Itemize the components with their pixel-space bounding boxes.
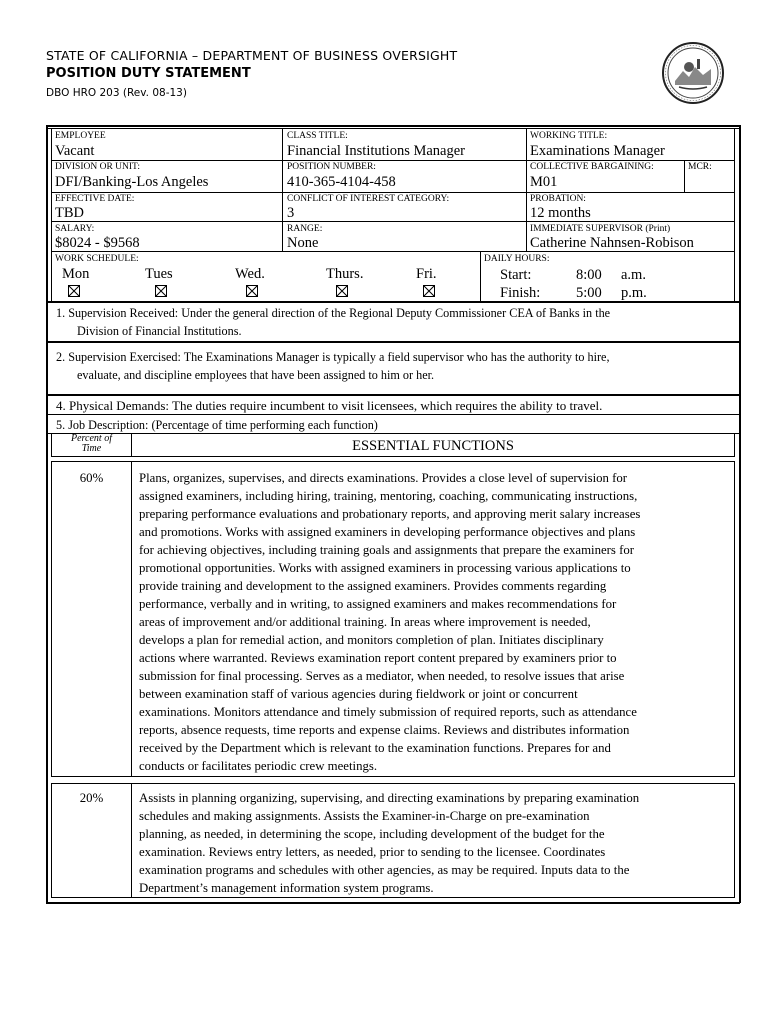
employee-value: Vacant bbox=[55, 143, 95, 159]
function-1-description: Plans, organizes, supervises, and directs examinations. Provides a close level of supervision for assigned examiners, including hiring, training, mentoring, coaching, communicating instructions, preparing performance evaluations and probationary reports, and approving merit salary increases and promotions. Works with assigned examiners in developing performance objectives and plans for achieving objectives, including training goals and assignments that prepare the examiners for promotional opportunities. Works with assigned examiners in processing various applications to provide training and development to the assigned examiners. Provides comments regarding performance, verbally and in writing, to assigned examiners and makes recommendations for areas of improvement and/or additional training. In areas where improvement is needed, develops a plan for remedial action, and monitors completion of plan. Initiates disciplinary actions where warranted. Reviews examination report content prepared by examiners prior to submission for final processing. Serves as a mediator, when needed, to resolve issues that arise between examination staff of various agencies during fieldwork or joint or concurrent examinations. Monitors attendance and timely submission of required reports, such as attendance reports, absence requests, time reports and expense claims. Reviews and distributes information received by the Department which is relevant to the examination functions. Prepares for and conducts or facilitates periodic crew meetings. bbox=[139, 471, 641, 773]
day-tues: Tues bbox=[145, 266, 173, 282]
collective-bargaining-value: M01 bbox=[530, 174, 558, 190]
range-label: RANGE: bbox=[287, 224, 323, 234]
form-number: DBO HRO 203 (Rev. 08-13) bbox=[46, 87, 187, 99]
state-seal-icon bbox=[661, 41, 725, 105]
collective-bargaining-label: COLLECTIVE BARGAINING: bbox=[530, 162, 654, 172]
function-2-percent: 20% bbox=[79, 791, 104, 805]
essential-functions-heading: ESSENTIAL FUNCTIONS bbox=[352, 438, 514, 454]
page-title: POSITION DUTY STATEMENT bbox=[46, 66, 251, 81]
probation-label: PROBATION: bbox=[530, 194, 586, 204]
start-time: 8:00 bbox=[576, 267, 602, 283]
division-label: DIVISION OR UNIT: bbox=[55, 162, 141, 172]
day-fri: Fri. bbox=[416, 266, 437, 282]
mon-checkbox[interactable] bbox=[68, 285, 80, 297]
day-mon: Mon bbox=[62, 266, 90, 282]
job-description-text: 5. Job Description: (Percentage of time performing each function) bbox=[56, 418, 378, 432]
day-wed: Wed. bbox=[235, 266, 265, 282]
probation-value: 12 months bbox=[530, 205, 591, 221]
physical-demands-text: 4. Physical Demands: The duties require incumbent to visit licensees, which requires the ability to travel. bbox=[56, 398, 603, 413]
start-label: Start: bbox=[500, 267, 532, 283]
fri-checkbox[interactable] bbox=[423, 285, 435, 297]
work-schedule-label: WORK SCHEDULE: bbox=[55, 254, 139, 264]
division-value: DFI/Banking-Los Angeles bbox=[55, 174, 209, 190]
function-2-description: Assists in planning organizing, supervising, and directing examinations by preparing examination schedules and making assignments. Assists the Examiner-in-Charge on pre-examination planning, as needed, in determining the scope, including development of the budget for the examination. Reviews entry letters, as needed, prior to sending to the licensee. Coordinates examination programs and schedules with other agencies, as may be required. Inputs data to the Department’s management information system programs. bbox=[139, 791, 640, 895]
start-ampm: a.m. bbox=[621, 267, 646, 283]
effective-date-label: EFFECTIVE DATE: bbox=[55, 194, 135, 204]
supervisor-label: IMMEDIATE SUPERVISOR (Print) bbox=[530, 224, 671, 234]
working-title-value: Examinations Manager bbox=[530, 143, 665, 159]
conflict-interest-value: 3 bbox=[287, 205, 295, 221]
mcr-label: MCR: bbox=[688, 162, 712, 172]
finish-label: Finish: bbox=[500, 285, 541, 301]
employee-label: EMPLOYEE bbox=[55, 131, 106, 141]
wed-checkbox[interactable] bbox=[246, 285, 258, 297]
salary-label: SALARY: bbox=[55, 224, 95, 234]
supervision-received-text: 1. Supervision Received: Under the general direction of the Regional Deputy Commissioner CEA of Banks in the Division of Financial Institutions. bbox=[56, 306, 611, 338]
supervisor-value: Catherine Nahnsen-Robison bbox=[530, 235, 694, 251]
working-title-label: WORKING TITLE: bbox=[530, 131, 608, 141]
salary-value: $8024 - $9568 bbox=[55, 235, 140, 251]
agency-name: STATE OF CALIFORNIA – DEPARTMENT OF BUSINESS OVERSIGHT bbox=[46, 48, 458, 63]
percent-of-time-header: Percent of Time bbox=[70, 433, 112, 454]
conflict-interest-label: CONFLICT OF INTEREST CATEGORY: bbox=[287, 194, 450, 204]
finish-ampm: p.m. bbox=[621, 285, 647, 301]
supervision-exercised-text: 2. Supervision Exercised: The Examinations Manager is typically a field supervisor who has the authority to hire, evaluate, and discipline employees that have been assigned to him or her. bbox=[56, 350, 610, 382]
tues-checkbox[interactable] bbox=[155, 285, 167, 297]
position-number-value: 410-365-4104-458 bbox=[287, 174, 396, 190]
range-value: None bbox=[287, 235, 319, 251]
function-1-percent: 60% bbox=[79, 471, 104, 485]
effective-date-value: TBD bbox=[55, 205, 84, 221]
class-title-value: Financial Institutions Manager bbox=[287, 143, 465, 159]
daily-hours-label: DAILY HOURS: bbox=[484, 254, 550, 264]
position-number-label: POSITION NUMBER: bbox=[287, 162, 376, 172]
day-thurs: Thurs. bbox=[326, 266, 364, 282]
thurs-checkbox[interactable] bbox=[336, 285, 348, 297]
class-title-label: CLASS TITLE: bbox=[287, 131, 348, 141]
finish-time: 5:00 bbox=[576, 285, 602, 301]
